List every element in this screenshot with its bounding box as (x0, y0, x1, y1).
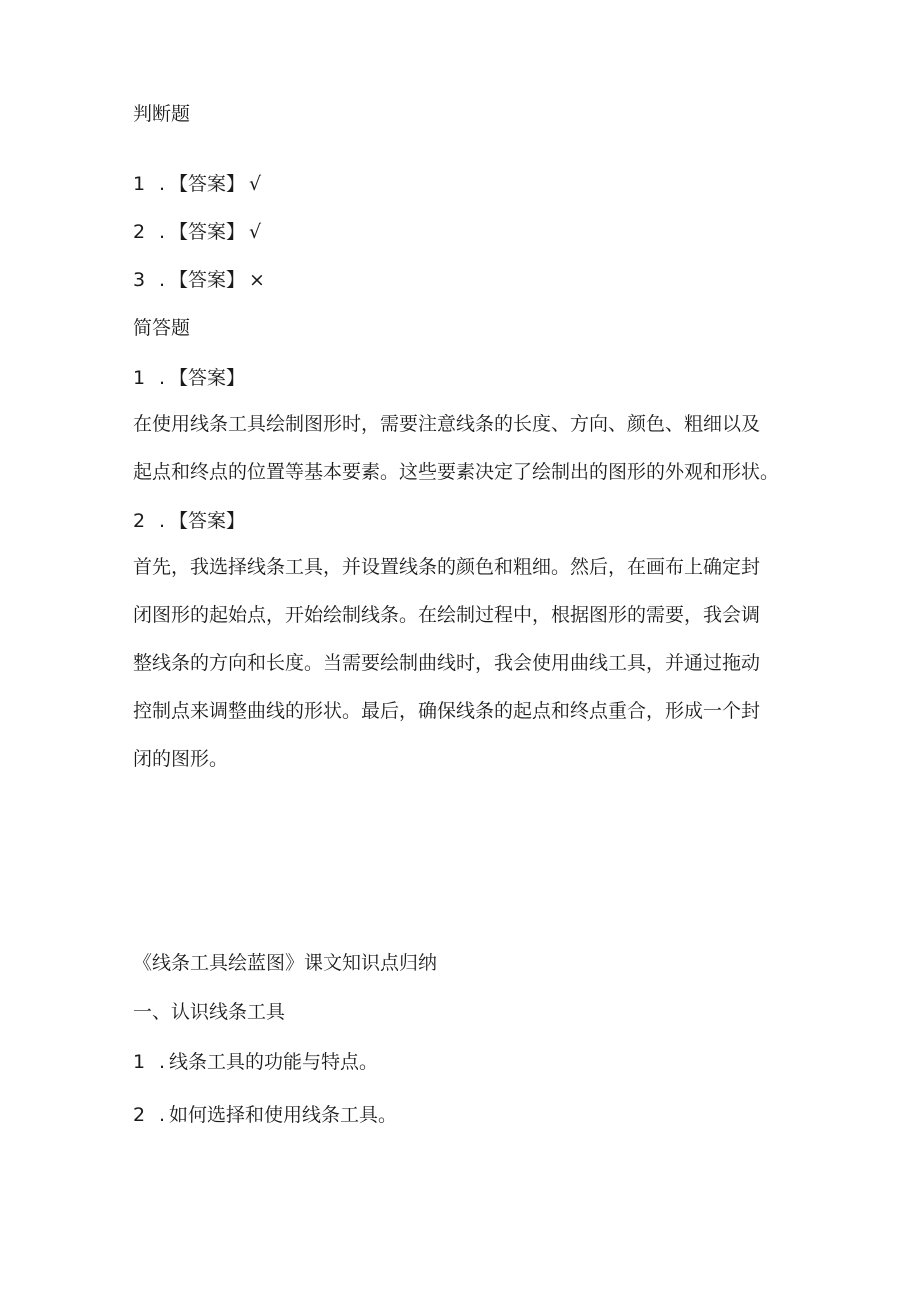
answer-label: 【答案】 (169, 269, 246, 291)
judgement-item-3 (133, 268, 265, 292)
item-dot: . (159, 1104, 166, 1126)
point-text: 线条工具的功能与特点。 (169, 1051, 379, 1073)
answer-mark: √ (249, 173, 262, 195)
summary-point-2 (133, 1103, 397, 1127)
answer-2-line-3: 整线条的方向和长度。当需要绘制曲线时，我会使用曲线工具，并通过拖动 (133, 652, 761, 674)
item-number: 2 (133, 510, 146, 532)
judgement-heading: 判断题 (133, 103, 191, 125)
answer-mark: × (249, 269, 265, 291)
answer-2-line-2: 闭图形的起始点，开始绘制线条。在绘制过程中，根据图形的需要，我会调 (133, 604, 761, 626)
short-answer-item-2 (133, 509, 245, 533)
answer-label: 【答案】 (169, 367, 246, 389)
item-dot: . (159, 367, 166, 389)
item-number: 2 (133, 1104, 146, 1126)
item-dot: . (159, 1051, 166, 1073)
answer-2-line-5: 闭的图形。 (133, 748, 229, 770)
item-number: 2 (133, 221, 146, 243)
answer-label: 【答案】 (169, 510, 246, 532)
item-dot: . (159, 173, 166, 195)
item-number: 1 (133, 1051, 146, 1073)
item-dot: . (159, 221, 166, 243)
item-number: 3 (133, 269, 146, 291)
answer-2-line-4: 控制点来调整曲线的形状。最后，确保线条的起点和终点重合，形成一个封 (133, 700, 761, 722)
answer-label: 【答案】 (169, 221, 246, 243)
item-number: 1 (133, 367, 146, 389)
item-dot: . (159, 510, 166, 532)
summary-point-1 (133, 1050, 378, 1074)
item-number: 1 (133, 173, 146, 195)
answer-1-line-1: 在使用线条工具绘制图形时，需要注意线条的长度、方向、颜色、粗细以及 (133, 413, 761, 435)
answer-2-line-1: 首先，我选择线条工具，并设置线条的颜色和粗细。然后，在画布上确定封 (133, 556, 761, 578)
judgement-item-1 (133, 172, 261, 196)
answer-mark: √ (249, 221, 262, 243)
short-answer-item-1 (133, 366, 245, 390)
short-answer-heading: 简答题 (133, 317, 191, 339)
answer-label: 【答案】 (169, 173, 246, 195)
point-text: 如何选择和使用线条工具。 (169, 1104, 398, 1126)
judgement-item-2 (133, 220, 261, 244)
summary-section-heading: 一、认识线条工具 (133, 1001, 286, 1023)
item-dot: . (159, 269, 166, 291)
summary-title: 《线条工具绘蓝图》课文知识点归纳 (133, 952, 438, 974)
answer-1-line-2: 起点和终点的位置等基本要素。这些要素决定了绘制出的图形的外观和形状。 (133, 461, 780, 483)
